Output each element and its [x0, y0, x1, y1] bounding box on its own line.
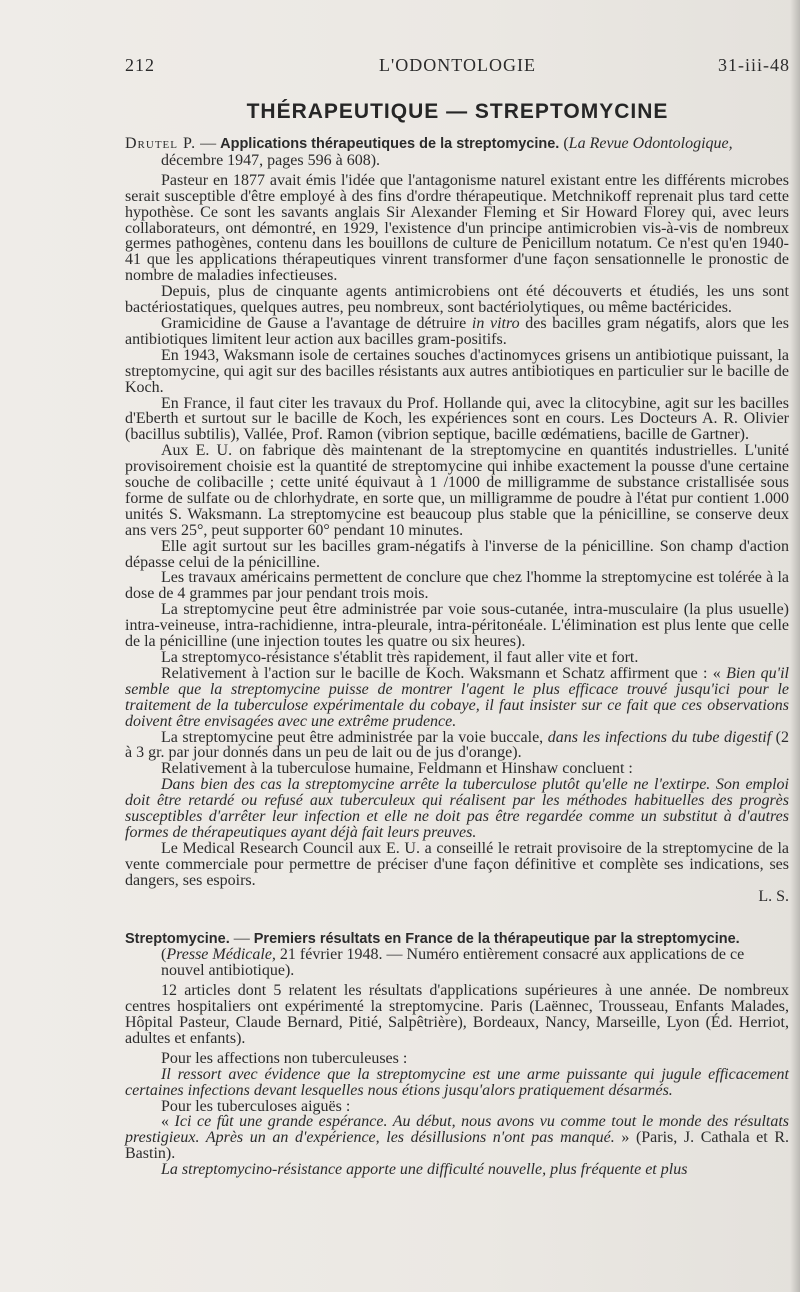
quote-paragraph: Il ressort avec évidence que la streptomycine est une arme puissante qui jugule efficacement certaines infections devant lesquelles nous étions jusqu'alors pratiquement désarmés.: [125, 1065, 789, 1099]
paragraph: Les travaux américains permettent de conclure que chez l'homme la streptomycine est tolérée à la dose de 4 grammes par jour pendant trois mois.: [125, 569, 789, 603]
reference-2-title: Premiers résultats en France de la thérapeutique par la streptomycine.: [253, 930, 740, 947]
article-body: [125, 136, 789, 1178]
paragraph: La streptomycine peut être administrée par voie sous-cutanée, intra-musculaire (la plus usuelle) intra-veineuse, intra-rachidienne, intra-pleurale, intra-péritonéale. L'élimination est plus lente que celle de la pénicilline (une injection toutes les quatre ou six heures).: [125, 601, 789, 651]
paragraph: La streptomyco-résistance s'établit très rapidement, il faut aller vite et fort.: [161, 649, 639, 666]
paragraph: Depuis, plus de cinquante agents antimicrobiens ont été découverts et étudiés, les uns sont bactériostatiques, quelques autres, peu nombreux, sont bactériolytiques, ou même bactéricides.: [125, 283, 789, 317]
reference-1-details: décembre 1947, pages 596 à 608).: [161, 151, 381, 169]
page-edge-shadow: [790, 0, 800, 1292]
paragraph: Pasteur en 1877 avait émis l'idée que l'antagonisme naturel existant entre les différents microbes serait susceptible d'être employé à des fins d'ordre thérapeutique. Metchnikoff reprenait plus tard cette hypothèse. Ce sont les savants anglais Sir Alexander Fleming et Sir Howard Florey qui, avec leurs collaborateurs, ont démontré, en 1929, l'existence d'un principe antimicrobien vis-à-vis de nombreux germes pathogènes, contenu dans les bouillons de culture de Penicillum notatum. Ce n'est qu'en 1940-41 que les applications thérapeutiques vinrent transformer d'une façon sensationnelle le pronostic de nombre de maladies infectieuses.: [125, 171, 789, 285]
paragraph: La streptomycine peut être administrée par la voie buccale, dans les infections du tube digestif (2 à 3 gr. par jour donnés dans un peu de lait ou de jus d'orange).: [125, 728, 789, 762]
paragraph: Pour les tuberculoses aiguës :: [161, 1097, 351, 1115]
reference-1-source: La Revue Odontologique,: [568, 135, 733, 152]
paragraph: Pour les affections non tuberculeuses :: [161, 1049, 408, 1067]
journal-title: L'ODONTOLOGIE: [379, 55, 536, 75]
paragraph: Relativement à l'action sur le bacille de Koch. Waksmann et Schatz affirment que : « Bien qu'il semble que la streptomycine puisse de montrer l'agent le plus efficace trouvé jusqu'ici pour le traitement de la tuberculose expérimentale du cobaye, il faut insister sur ce fait que ces observations doivent être envisagées avec une extrême prudence.: [125, 664, 789, 730]
reference-1: Drutel P. — Applications thérapeutiques de la streptomycine. (La Revue Odontologique, décembre 1947, pages 596 à 608).: [125, 135, 733, 169]
section-title: THÉRAPEUTIQUE — STREPTOMYCINE: [246, 100, 669, 123]
paragraph: En France, il faut citer les travaux du Prof. Hollande qui, avec la clitocybine, agit sur les bacilles d'Eberth et surtout sur le bacille de Koch, les expériences sont en cours. Les Docteurs A. R. Olivier (bacillus subtilis), Vallée, Prof. Ramon (vibrion septique, bacille œdématiens, bacille de Gartner).: [125, 394, 789, 444]
reference-1-author: Drutel P.: [125, 135, 197, 152]
paragraph: En 1943, Waksmann isole de certaines souches d'actinomyces grisens un antibiotique puissant, la streptomycine, qui agit sur des bacilles résistants aux autres antibiotiques en particulier sur le bacille de Koch.: [125, 346, 789, 396]
running-header: [125, 55, 790, 79]
paragraph: Le Medical Research Council aux E. U. a conseillé le retrait provisoire de la streptomycine de la vente commerciale pour permettre de préciser d'une façon définitive et complète ses indications, ses dangers, ses espoirs.: [125, 839, 789, 889]
paragraph: 12 articles dont 5 relatent les résultats d'applications supérieures à une année. De nombreux centres hospitaliers ont expérimenté la streptomycine. Paris (Laënnec, Trousseau, Enfants Malades, Hôpital Pasteur, Claude Bernard, Pitié, Salpêtrière), Bordeaux, Nancy, Marseille, Lyon (Éd. Herriot, adultes et enfants).: [125, 982, 789, 1047]
reference-2-source: Presse Médicale,: [166, 946, 276, 964]
reference-1-title: Applications thérapeutiques de la streptomycine.: [220, 136, 560, 152]
quote-paragraph: Dans bien des cas la streptomycine arrête la tuberculose plutôt qu'elle ne l'extirpe. Son emploi doit être retardé ou refusé aux tuberculeux qui réalisent par les méthodes habituelles des progrès susceptibles d'arrêter leur infection et elle ne doit pas être regardée comme un substitut à d'autres formes de thérapeutiques ayant déjà fait leurs preuves.: [125, 776, 789, 841]
reference-2-subject: Streptomycine.: [125, 930, 230, 947]
author-signature: L. S.: [758, 887, 789, 905]
paragraph: La streptomycino-résistance apporte une difficulté nouvelle, plus fréquente et plus: [161, 1161, 688, 1179]
page-number: 212: [125, 55, 155, 75]
paragraph: Elle agit surtout sur les bacilles gram-négatifs à l'inverse de la pénicilline. Son champ d'action dépasse celui de la pénicilline.: [125, 537, 789, 571]
paragraph: Gramicidine de Gause a l'avantage de détruire in vitro des bacilles gram négatifs, alors que les antibiotiques limitent leur action aux bacilles gram-positifs.: [125, 314, 790, 348]
paragraph: Aux E. U. on fabrique dès maintenant de la streptomycine en quantités industrielles. L'unité provisoirement choisie est la quantité de streptomycine qui inhibe exactement la pousse d'une certaine souche de colibacille ; cette unité équivaut à 1 /1000 de milligramme de substance cristallisée sous forme de sulfate ou de chlorhydrate, en sorte que, un milligramme de poudre à l'état pur contient 1.000 unités S. Waksmann. La streptomycine est beaucoup plus stable que la pénicilline, se conserve deux ans vers 25°, peut supporter 60° pendant 10 minutes.: [125, 442, 789, 539]
reference-2-details: 21 février 1948. — Numéro entièrement consacré aux applications de ce nouvel antibiotique).: [161, 946, 745, 980]
reference-2: Streptomycine. — Premiers résultats en France de la thérapeutique par la streptomycine. (Presse Médicale, 21 février 1948. — Numéro entièrement consacré aux applications de ce nouvel antibiotique).: [125, 929, 745, 980]
issue-date: 31-iii-48: [718, 55, 790, 75]
paragraph: Relativement à la tuberculose humaine, Feldmann et Hinshaw concluent :: [161, 760, 633, 778]
quote-paragraph: « Ici ce fût une grande espérance. Au début, nous avons vu comme tout le monde des résultats prestigieux. Après un an d'expérience, les désillusions n'ont pas manqué. » (Paris, J. Cathala et R. Bastin).: [125, 1113, 790, 1163]
